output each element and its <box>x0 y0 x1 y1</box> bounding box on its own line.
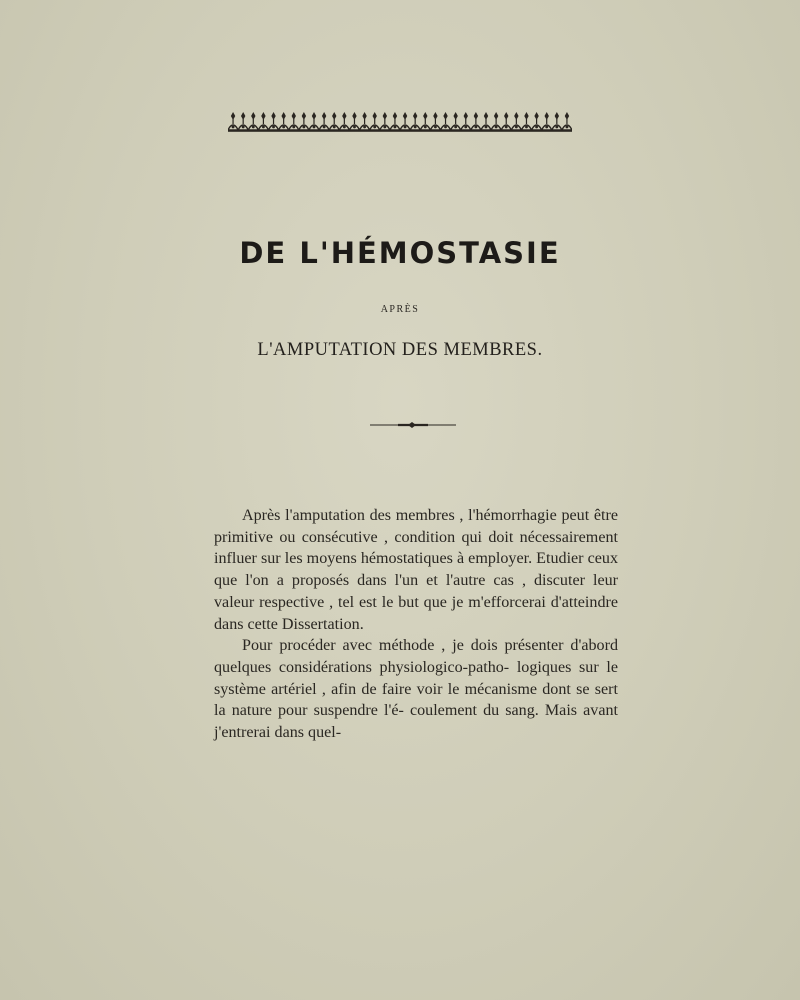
body-text <box>214 505 618 744</box>
preposition-label: APRÈS <box>380 304 420 315</box>
paragraph-2: Pour procéder avec méthode , je dois présenter d'abord quelques considérations physiologico-patho- logiques sur le système artériel , afin de faire voir le mécanisme dont se sert la nature pour suspendre l'é- coulement du sang. Mais avant j'entrerai dans quel- <box>214 637 618 742</box>
page-title: DE L'HÉMOSTASIE <box>239 236 561 270</box>
paragraph-1: Après l'amputation des membres , l'hémorrhagie peut être primitive ou consécutive , condition qui doit nécessairement influer sur les moyens hémostatiques à employer. Etudier ceux que l'on a proposés dans l'un et l'autre cas , discuter leur valeur respective , tel est le but que je m'efforcerai d'atteindre dans cette Dissertation. <box>214 507 618 633</box>
divider-ornament-icon <box>370 420 456 430</box>
ornament-band-icon <box>228 110 572 132</box>
page-subtitle: L'AMPUTATION DES MEMBRES. <box>257 340 543 360</box>
